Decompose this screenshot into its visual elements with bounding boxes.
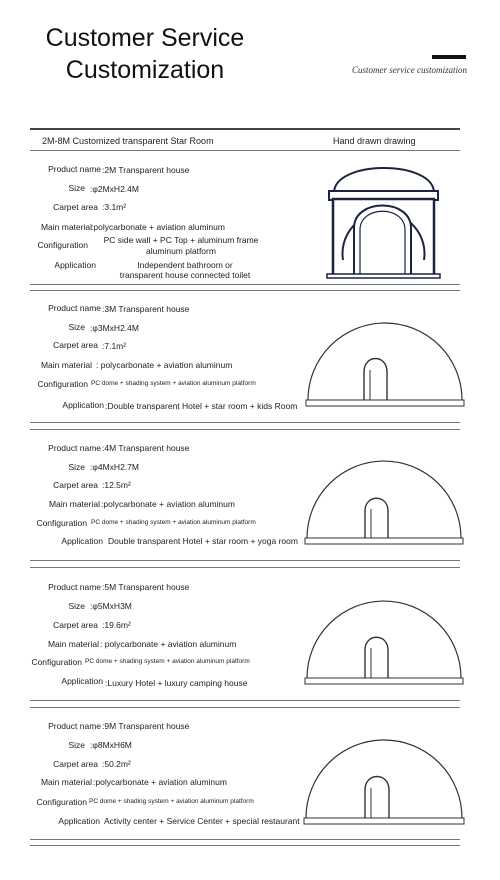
product-name-label: Product name <box>48 303 101 313</box>
product-name-value: :5M Transparent house <box>102 582 190 592</box>
configuration-label: Configuration <box>36 797 87 807</box>
drawing-heading: Hand drawn drawing <box>333 136 416 146</box>
application-label: Application <box>61 536 103 546</box>
main-material-value: : polycarbonate + aviation aluminum <box>100 639 237 649</box>
product-name-value: :3M Transparent house <box>102 304 190 314</box>
carpet-area-label: Carpet area <box>53 202 98 212</box>
main-material-value: : polycarbonate + aviation aluminum <box>96 360 233 370</box>
product-name-label: Product name <box>48 582 101 592</box>
size-value: :φ2MxH2.4M <box>90 184 139 194</box>
carpet-area-label: Carpet area <box>53 620 98 630</box>
table-heading: 2M-8M Customized transparent Star Room <box>42 136 214 146</box>
main-material-label: Main material <box>48 499 100 509</box>
product-name-value: :2M Transparent house <box>102 165 190 175</box>
size-label: Size <box>68 740 85 750</box>
main-material-label: Main material <box>40 777 92 787</box>
configuration-label: Configuration <box>37 379 88 389</box>
application-value: :Luxury Hotel + luxury camping house <box>105 678 248 688</box>
configuration-value: PC dome + shading system + aviation aluminum platform <box>85 658 250 665</box>
star-room-2m-drawing <box>327 168 440 278</box>
carpet-area-value: :3.1m² <box>102 202 127 212</box>
page-subtitle: Customer service customization <box>352 65 467 75</box>
main-material-label: Main material <box>47 639 99 649</box>
configuration-value: PC dome + shading system + aviation aluminum platform <box>89 798 254 805</box>
configuration-value-line1: PC side wall + PC Top + aluminum frame <box>103 235 259 245</box>
application-value-line1: Independent bathroom or <box>137 260 233 270</box>
size-value: :φ3MxH2.4M <box>90 323 139 333</box>
application-label: Application <box>58 816 100 826</box>
carpet-area-value: :7.1m² <box>102 341 127 351</box>
main-material-label: Main material <box>40 360 92 370</box>
product-name-label: Product name <box>48 443 101 453</box>
main-material-label: Main material <box>40 222 92 232</box>
carpet-area-value: :19.6m² <box>102 620 131 630</box>
product-name-label: Product name <box>48 721 101 731</box>
configuration-value: PC dome + shading system + aviation aluminum platform <box>91 380 256 387</box>
configuration-value-line2: aluminum platform <box>146 246 216 256</box>
application-value: Double transparent Hotel + star room + yoga room <box>108 536 298 546</box>
size-value: :φ5MxH3M <box>90 601 132 611</box>
application-value: Activity center + Service Center + special restaurant <box>104 816 300 826</box>
carpet-area-value: :12.5m² <box>102 480 131 490</box>
main-material-value: :polycarbonate + aviation aluminum <box>101 499 235 509</box>
carpet-area-label: Carpet area <box>53 340 98 350</box>
size-label: Size <box>68 601 85 611</box>
carpet-area-label: Carpet area <box>53 480 98 490</box>
dome-4m-drawing <box>305 461 463 544</box>
application-label: Application <box>61 676 103 686</box>
size-value: :φ4MxH2.7M <box>90 462 139 472</box>
configuration-label: Configuration <box>36 518 87 528</box>
size-label: Size <box>68 183 85 193</box>
carpet-area-label: Carpet area <box>53 759 98 769</box>
application-label: Application <box>62 400 104 410</box>
configuration-label: Configuration <box>31 657 82 667</box>
configuration-label: Configuration <box>37 240 88 250</box>
size-label: Size <box>68 322 85 332</box>
carpet-area-value: :50.2m² <box>102 759 131 769</box>
dome-3m-drawing <box>306 323 464 406</box>
main-material-value: :polycarbonate + aviation aluminum <box>91 222 225 232</box>
application-value-line2: transparent house connected toilet <box>119 270 251 280</box>
size-label: Size <box>68 462 85 472</box>
application-label: Application <box>54 260 96 270</box>
product-name-value: :4M Transparent house <box>102 443 190 453</box>
application-value: :Double transparent Hotel + star room + kids Room <box>105 401 298 411</box>
dome-5m-drawing <box>305 601 463 684</box>
product-name-value: :9M Transparent house <box>102 721 190 731</box>
configuration-value: PC dome + shading system + aviation aluminum platform <box>91 519 256 526</box>
size-value: :φ8MxH6M <box>90 740 132 750</box>
dome-9m-drawing <box>304 740 464 824</box>
product-name-label: Product name <box>48 164 101 174</box>
main-material-value: :polycarbonate + aviation aluminum <box>93 777 227 787</box>
page-title-line1: Customer Service <box>45 24 245 52</box>
page-title-line2: Customization <box>65 56 225 84</box>
